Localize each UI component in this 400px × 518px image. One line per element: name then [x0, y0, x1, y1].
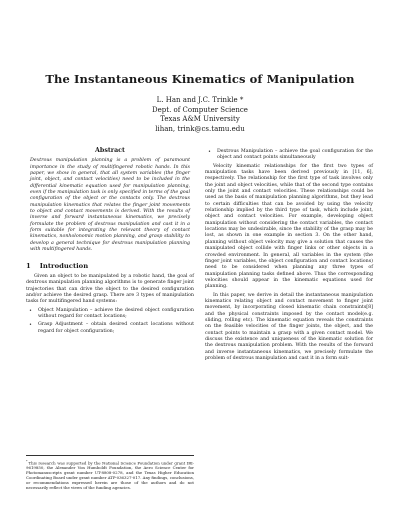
section-title: Introduction: [39, 261, 89, 270]
task-type-list: [26, 308, 194, 335]
abstract-heading: Abstract: [95, 147, 125, 154]
footnote-text: This research was supported by the National Science Foundation under grant IRI-9619850, the Alexander Von Humboldt Foundation, the Aero Science Center for Photomanuscripts grant number UT-8808-0278, and the Texas Higher Education Coordinating Board under grant number ATP-036327-017. Any findings, conclusions, or recommendations expressed herein are those of the authors and do not necessarily reflect the views of the funding agencies.: [26, 460, 195, 490]
funding-footnote: [26, 455, 194, 491]
intro-paragraph-1: Given an object to be manipulated by a robotic hand, the goal of dextrous manipulation planning algorithms is to generate finger joint trajectories that can drive the object to the desired configuration and/or achieve the desired grasp. There are 3 types of manipulation tasks for multifingered hand systems:: [26, 273, 194, 305]
task-type-item: [26, 322, 194, 335]
footnote-mark: *: [26, 459, 28, 463]
paper-title: The Instantaneous Kinematics of Manipulation: [45, 72, 355, 86]
task-type-list-continued: [205, 149, 373, 162]
task-type-text: Grasp Adjustment – obtain desired contact locations without regard for object configuration;: [38, 322, 194, 334]
left-column: [26, 148, 194, 337]
task-type-text: Dextrous Manipulation – achieve the goal configuration for the object and contact points simultaneously: [217, 149, 373, 161]
author-names: L. Han and J.C. Trinkle *: [156, 96, 244, 104]
task-type-item: [26, 308, 194, 321]
task-type-item: [205, 149, 373, 162]
bullet-icon: •: [29, 307, 32, 314]
author-email: lihan, trink@cs.tamu.edu: [155, 124, 245, 133]
intro-paragraph-2: Velocity kinematic relationships for the first two types of manipulation tasks have been derived previously in [11, 6], respectively. The relationship for the first type of task involves only the joint and object velocities, while that of the second type contains only the joint and contact velocities. These relationships could be used as the basis of manipulation planning algorithms, but they lead to certain difficulties that can be avoided by using the velocity relationship implied by the third type of task, which include joint, object and contact velocities. For example, developing object manipulation without considering the contact variables, the contact locations may be undesirable, since the stability of the grasp may be lost, as shown in one example in section 3. On the other hand, planning without object velocity may give a solution that causes the manipulated object collide with finger links or other objects in a crowded environment. In general, all variables in the system (the finger joint variables, the object configuration and contact locations) need to be considered when planning any three types of manipulation planning tasks defined above. Thus the corresponding velocities should appear in the kinematic equations used for planning.: [205, 163, 373, 290]
intro-paragraph-3: In this paper, we derive in detail the instantaneous manipulation kinematics relating object and contact movement to finger joint movement, by incorporating closed kinematic chain constraints[8] and the physical constraints imposed by the contact model(e.g. sliding, rolling etc). The kinematic equation reveals the constraints on the feasible velocities of the finger joints, the object, and the contact points to maintain a grasp with a given contact model. We discuss the existence and uniqueness of the kinematic solution for the dextrous manipulation problem. With the results of the forward and inverse instantaneous kinematics, we precisely formulate the problem of dextrous manipulation and cast it in a form suit-: [205, 292, 373, 361]
affiliation-dept: Dept. of Computer Science: [152, 105, 248, 114]
right-column: [205, 148, 373, 364]
abstract-text: Dextrous manipulation planning is a problem of paramount importance in the study of multifingered robotic hands. In this paper, we show in general, that all system variables (the finger joint, object, and contact velocities) need to be included in the differential kinematic equation used for manipulation planning, even if the manipulation task is only specified in terms of the goal configuration of the object or the contacts only. The dextrous manipulation kinematics that relates the finger joint movements to object and contact movements is derived. With the results of inverse and forward instantaneous kinematics, we precisely formulate the problem of dextrous manipulation and cast it in a form suitable for integrating the relevant theory of contact kinematics, nonholonomic motion planning, and grasp stability to develop a general technique for dextrous manipulation planning with multifingered hands.: [30, 158, 190, 253]
bullet-icon: •: [29, 322, 32, 329]
task-type-text: Object Manipulation – achieve the desired object configuration without regard for contact locations;: [38, 307, 194, 319]
section-heading-introduction: [26, 263, 194, 269]
bullet-icon: •: [208, 149, 211, 155]
section-number: 1: [26, 261, 31, 270]
affiliation-university: Texas A&M University: [160, 115, 240, 124]
author-block: [0, 96, 400, 134]
